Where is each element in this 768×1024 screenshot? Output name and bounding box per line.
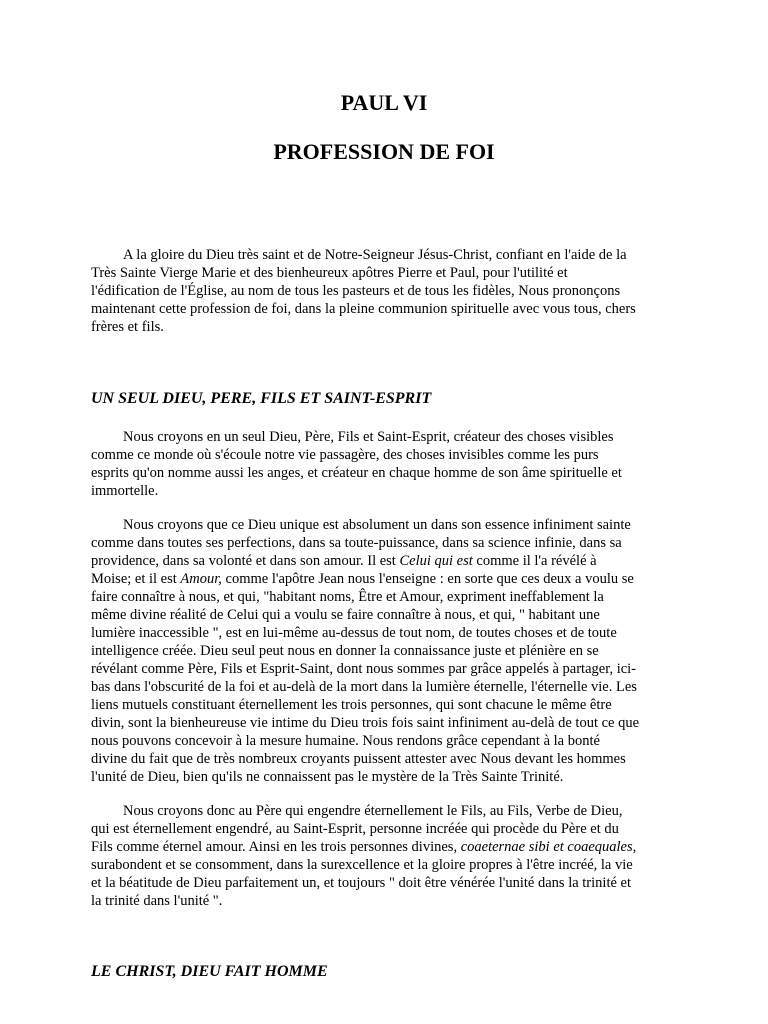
text-line: l'édification de l'Église, au nom de tous les pasteurs et de tous les fidèles, Nous prononçons <box>91 283 621 299</box>
text-line: maintenant cette profession de foi, dans la pleine communion spirituelle avec vous tous, chers <box>91 301 636 317</box>
text-line: liens mutuels constituant éternellement les trois personnes, qui sont chacune le même être <box>91 697 612 713</box>
text-line: intelligence créée. Dieu seul peut nous en donner la connaissance juste et plénière en se <box>91 643 599 659</box>
text-line <box>91 552 681 570</box>
paragraph-creator <box>91 428 681 500</box>
text-line: et la béatitude de Dieu parfaitement un, et toujours " doit être vénérée l'unité dans la trinité et <box>91 875 631 891</box>
text-line: divin, sont la bienheureuse vie intime du Dieu trois fois saint infiniment au-delà de tout ce que <box>91 715 640 731</box>
text-run: providence, dans sa volonté et dans son amour. Il est <box>91 553 400 569</box>
italic-phrase: Celui qui est <box>399 553 473 569</box>
text-line: lumière inaccessible ", est en lui-même au-dessus de tout nom, de toutes choses et de toute <box>91 625 617 641</box>
text-line: comme dans toutes ses perfections, dans sa toute-puissance, dans sa science infinie, dans sa <box>91 535 622 551</box>
intro-paragraph <box>91 246 681 336</box>
text-run: Moise; et il est <box>91 571 181 587</box>
text-run: comme l'apôtre Jean nous l'enseigne : en sorte que ces deux a voulu se <box>221 571 634 587</box>
text-line: l'unité de Dieu, bien qu'ils ne connaissent pas le mystère de la Très Sainte Trinité. <box>91 769 564 785</box>
text-line: Nous croyons en un seul Dieu, Père, Fils et Saint-Esprit, créateur des choses visibles <box>123 429 614 445</box>
text-line: révélant comme Père, Fils et Esprit-Saint, dont nous sommes par grâce appelés à partager, ici- <box>91 661 637 677</box>
text-line: nous pouvons concevoir à la mesure humaine. Nous rendons grâce cependant à la bonté <box>91 733 600 749</box>
text-run: Fils comme éternel amour. Ainsi en les trois personnes divines, <box>91 839 461 855</box>
italic-phrase: coaeternae sibi et coaequales, <box>460 839 637 855</box>
text-line: même divine réalité de Celui qui a voulu se faire connaître à nous, et qui, " habitant une <box>91 607 600 623</box>
text-run: comme il l'a révélé à <box>472 553 597 569</box>
text-line: bas dans l'obscurité de la foi et au-delà de la mort dans la lumière éternelle, l'éternelle vie. Les <box>91 679 637 695</box>
text-line: faire connaître à nous, et qui, "habitant noms, Être et Amour, expriment ineffablement la <box>91 589 604 605</box>
text-line: frères et fils. <box>91 319 164 335</box>
text-line: immortelle. <box>91 483 159 499</box>
text-line: Nous croyons donc au Père qui engendre éternellement le Fils, au Fils, Verbe de Dieu, <box>123 803 623 819</box>
text-line: Très Sainte Vierge Marie et des bienheureux apôtres Pierre et Paul, pour l'utilité et <box>91 265 568 281</box>
text-line: comme ce monde où s'écoule notre vie passagère, des choses invisibles comme les purs <box>91 447 599 463</box>
text-line: surabondent et se consomment, dans la surexcellence et la gloire propres à l'être incréé, la vie <box>91 857 633 873</box>
section-heading-trinity: UN SEUL DIEU, PERE, FILS ET SAINT-ESPRIT <box>91 390 432 407</box>
text-line <box>91 838 681 856</box>
italic-phrase: Amour, <box>180 571 222 587</box>
section-heading-christ: LE CHRIST, DIEU FAIT HOMME <box>91 963 328 980</box>
paragraph-one-god <box>91 516 681 786</box>
text-line: divine du fait que de très nombreux croyants puissent attester avec Nous devant les hommes <box>91 751 626 767</box>
text-line: esprits qu'on nomme aussi les anges, et créateur en chaque homme de son âme spirituelle et <box>91 465 622 481</box>
paragraph-father-son-spirit <box>91 802 681 910</box>
text-line <box>91 570 681 588</box>
text-line: qui est éternellement engendré, au Saint-Esprit, personne incréée qui procède du Père et du <box>91 821 619 837</box>
document-title: PROFESSION DE FOI <box>273 139 495 164</box>
document-author: PAUL VI <box>340 90 428 115</box>
text-line: Nous croyons que ce Dieu unique est absolument un dans son essence infiniment sainte <box>123 517 631 533</box>
text-line: A la gloire du Dieu très saint et de Notre-Seigneur Jésus-Christ, confiant en l'aide de la <box>123 247 627 263</box>
text-line: la trinité dans l'unité ". <box>91 893 223 909</box>
